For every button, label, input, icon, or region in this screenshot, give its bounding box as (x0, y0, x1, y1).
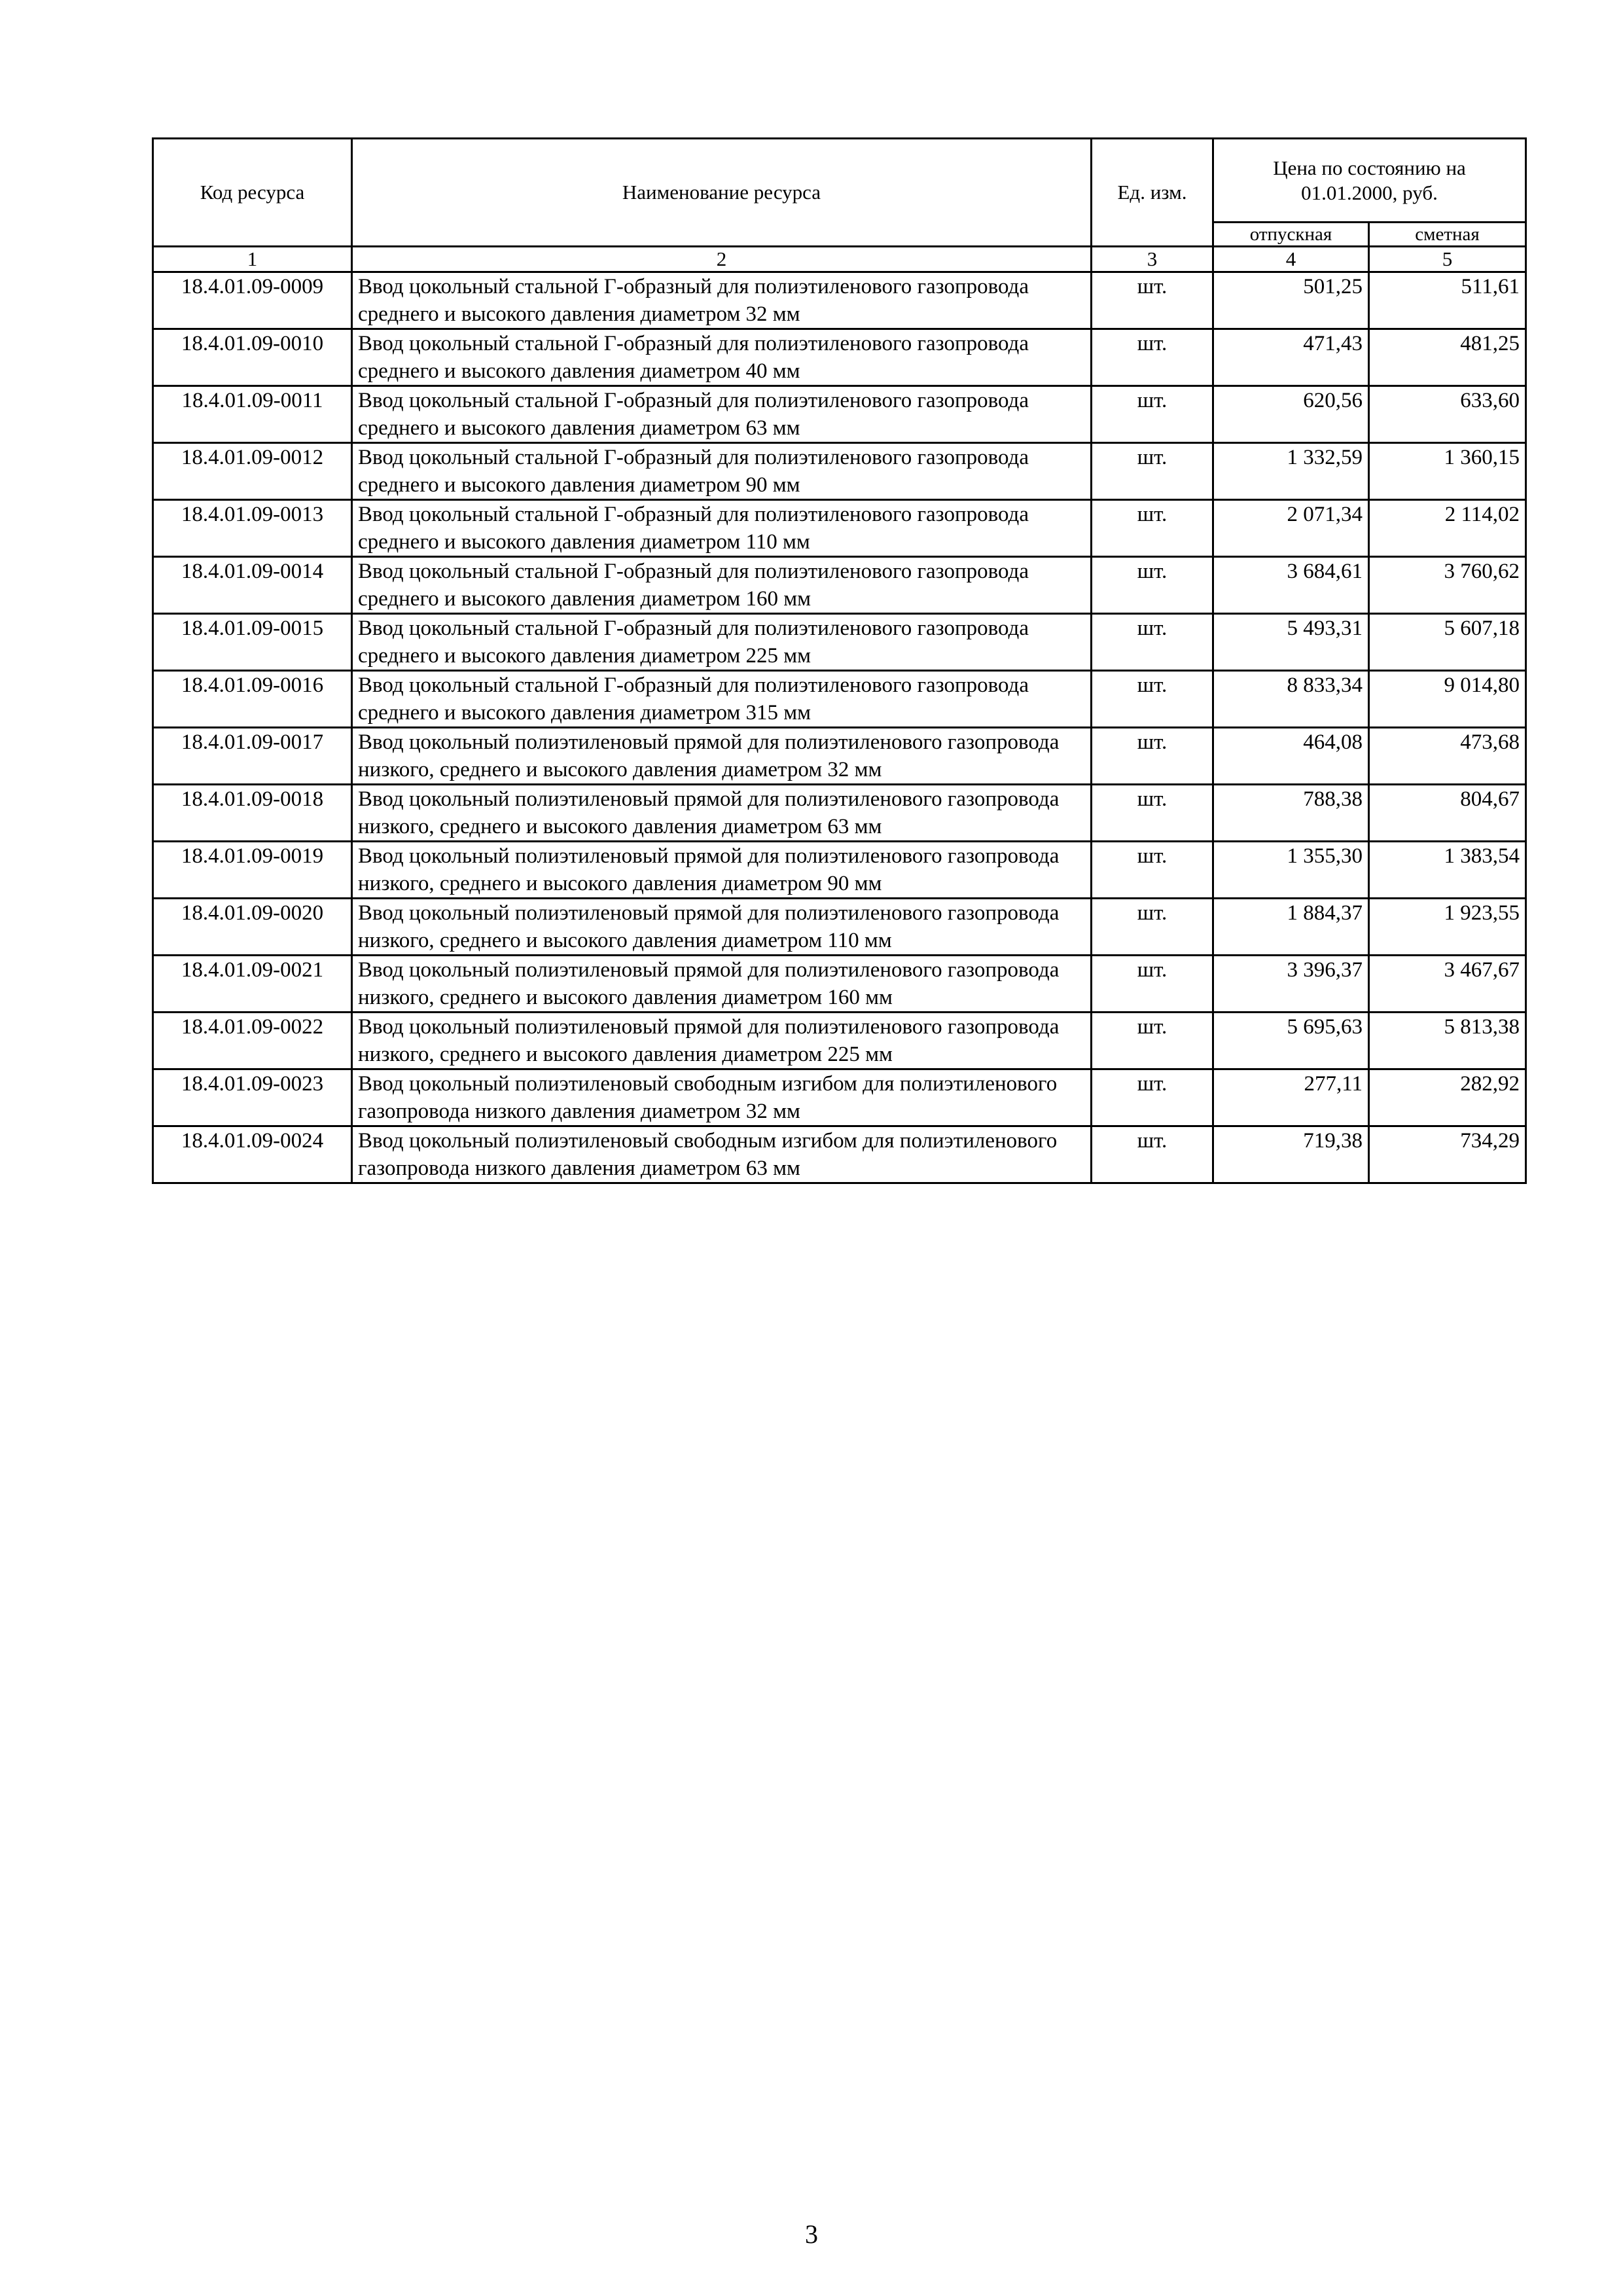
resource-name: Ввод цокольный полиэтиленовый свободным изгибом для полиэтиленового газопровода низкого давления диаметром 32 мм (352, 1069, 1092, 1126)
unit: шт. (1092, 272, 1213, 329)
header-name: Наименование ресурса (352, 139, 1092, 247)
table-row (153, 500, 1526, 557)
unit: шт. (1092, 728, 1213, 785)
estimate-price: 2 114,02 (1369, 500, 1526, 557)
release-price: 1 884,37 (1213, 899, 1369, 956)
release-price: 8 833,34 (1213, 671, 1369, 728)
resource-name: Ввод цокольный полиэтиленовый прямой для полиэтиленового газопровода низкого, среднего и высокого давления диаметром 110 мм (352, 899, 1092, 956)
release-price: 620,56 (1213, 386, 1369, 443)
unit: шт. (1092, 1013, 1213, 1069)
resource-name: Ввод цокольный стальной Г-образный для полиэтиленового газопровода среднего и высокого давления диаметром 40 мм (352, 329, 1092, 386)
unit: шт. (1092, 671, 1213, 728)
header-price-line1: Цена по состоянию на (1273, 156, 1466, 179)
release-price: 1 355,30 (1213, 842, 1369, 899)
estimate-price: 1 383,54 (1369, 842, 1526, 899)
estimate-price: 282,92 (1369, 1069, 1526, 1126)
table-row (153, 785, 1526, 842)
release-price: 5 695,63 (1213, 1013, 1369, 1069)
resource-name: Ввод цокольный полиэтиленовый прямой для полиэтиленового газопровода низкого, среднего и высокого давления диаметром 90 мм (352, 842, 1092, 899)
col-number-3: 3 (1092, 247, 1213, 272)
unit: шт. (1092, 842, 1213, 899)
release-price: 1 332,59 (1213, 443, 1369, 500)
table-row (153, 899, 1526, 956)
header-estimate: сметная (1369, 223, 1526, 247)
resource-code: 18.4.01.09-0018 (153, 785, 352, 842)
resource-name: Ввод цокольный полиэтиленовый прямой для полиэтиленового газопровода низкого, среднего и высокого давления диаметром 63 мм (352, 785, 1092, 842)
resource-code: 18.4.01.09-0020 (153, 899, 352, 956)
resource-name: Ввод цокольный стальной Г-образный для полиэтиленового газопровода среднего и высокого давления диаметром 225 мм (352, 614, 1092, 671)
table-row (153, 728, 1526, 785)
estimate-price: 5 813,38 (1369, 1013, 1526, 1069)
estimate-price: 1 360,15 (1369, 443, 1526, 500)
table-row (153, 329, 1526, 386)
unit: шт. (1092, 329, 1213, 386)
release-price: 471,43 (1213, 329, 1369, 386)
unit: шт. (1092, 785, 1213, 842)
estimate-price: 3 760,62 (1369, 557, 1526, 614)
unit: шт. (1092, 386, 1213, 443)
resource-code: 18.4.01.09-0013 (153, 500, 352, 557)
resource-code: 18.4.01.09-0019 (153, 842, 352, 899)
resource-name: Ввод цокольный стальной Г-образный для полиэтиленового газопровода среднего и высокого давления диаметром 32 мм (352, 272, 1092, 329)
release-price: 277,11 (1213, 1069, 1369, 1126)
header-price (1213, 139, 1526, 223)
unit: шт. (1092, 614, 1213, 671)
resource-code: 18.4.01.09-0021 (153, 956, 352, 1013)
col-number-2: 2 (352, 247, 1092, 272)
resource-name: Ввод цокольный полиэтиленовый прямой для полиэтиленового газопровода низкого, среднего и высокого давления диаметром 225 мм (352, 1013, 1092, 1069)
resource-code: 18.4.01.09-0023 (153, 1069, 352, 1126)
estimate-price: 804,67 (1369, 785, 1526, 842)
unit: шт. (1092, 557, 1213, 614)
header-numbers-row (153, 247, 1526, 272)
table-row (153, 386, 1526, 443)
page-number: 3 (805, 2219, 818, 2249)
table-row (153, 272, 1526, 329)
release-price: 3 396,37 (1213, 956, 1369, 1013)
release-price: 719,38 (1213, 1126, 1369, 1183)
header-price-line2: 01.01.2000, руб. (1301, 181, 1438, 204)
estimate-price: 633,60 (1369, 386, 1526, 443)
resource-code: 18.4.01.09-0015 (153, 614, 352, 671)
table-row (153, 1013, 1526, 1069)
resource-name: Ввод цокольный полиэтиленовый прямой для полиэтиленового газопровода низкого, среднего и высокого давления диаметром 160 мм (352, 956, 1092, 1013)
resource-code: 18.4.01.09-0010 (153, 329, 352, 386)
resource-name: Ввод цокольный стальной Г-образный для полиэтиленового газопровода среднего и высокого давления диаметром 110 мм (352, 500, 1092, 557)
resource-code: 18.4.01.09-0012 (153, 443, 352, 500)
release-price: 788,38 (1213, 785, 1369, 842)
resource-code: 18.4.01.09-0017 (153, 728, 352, 785)
resource-code: 18.4.01.09-0014 (153, 557, 352, 614)
resource-code: 18.4.01.09-0009 (153, 272, 352, 329)
col-number-1: 1 (153, 247, 352, 272)
release-price: 3 684,61 (1213, 557, 1369, 614)
table-row (153, 956, 1526, 1013)
unit: шт. (1092, 500, 1213, 557)
header-unit: Ед. изм. (1092, 139, 1213, 247)
unit: шт. (1092, 443, 1213, 500)
estimate-price: 511,61 (1369, 272, 1526, 329)
unit: шт. (1092, 1126, 1213, 1183)
resource-name: Ввод цокольный стальной Г-образный для полиэтиленового газопровода среднего и высокого давления диаметром 315 мм (352, 671, 1092, 728)
resource-name: Ввод цокольный стальной Г-образный для полиэтиленового газопровода среднего и высокого давления диаметром 90 мм (352, 443, 1092, 500)
unit: шт. (1092, 956, 1213, 1013)
col-number-5: 5 (1369, 247, 1526, 272)
estimate-price: 5 607,18 (1369, 614, 1526, 671)
release-price: 501,25 (1213, 272, 1369, 329)
resource-code: 18.4.01.09-0016 (153, 671, 352, 728)
header-row (153, 139, 1526, 223)
header-release: отпускная (1213, 223, 1369, 247)
resource-name: Ввод цокольный стальной Г-образный для полиэтиленового газопровода среднего и высокого давления диаметром 160 мм (352, 557, 1092, 614)
estimate-price: 473,68 (1369, 728, 1526, 785)
header-code: Код ресурса (153, 139, 352, 247)
estimate-price: 734,29 (1369, 1126, 1526, 1183)
release-price: 5 493,31 (1213, 614, 1369, 671)
resource-code: 18.4.01.09-0022 (153, 1013, 352, 1069)
estimate-price: 1 923,55 (1369, 899, 1526, 956)
estimate-price: 9 014,80 (1369, 671, 1526, 728)
resource-name: Ввод цокольный полиэтиленовый прямой для полиэтиленового газопровода низкого, среднего и высокого давления диаметром 32 мм (352, 728, 1092, 785)
table-row (153, 557, 1526, 614)
price-table (152, 137, 1527, 1184)
table-row (153, 614, 1526, 671)
table-row (153, 443, 1526, 500)
table-row (153, 1126, 1526, 1183)
table-row (153, 1069, 1526, 1126)
estimate-price: 481,25 (1369, 329, 1526, 386)
resource-name: Ввод цокольный стальной Г-образный для полиэтиленового газопровода среднего и высокого давления диаметром 63 мм (352, 386, 1092, 443)
resource-code: 18.4.01.09-0011 (153, 386, 352, 443)
col-number-4: 4 (1213, 247, 1369, 272)
unit: шт. (1092, 899, 1213, 956)
release-price: 464,08 (1213, 728, 1369, 785)
table-row (153, 671, 1526, 728)
estimate-price: 3 467,67 (1369, 956, 1526, 1013)
resource-code: 18.4.01.09-0024 (153, 1126, 352, 1183)
unit: шт. (1092, 1069, 1213, 1126)
table-row (153, 842, 1526, 899)
release-price: 2 071,34 (1213, 500, 1369, 557)
resource-name: Ввод цокольный полиэтиленовый свободным изгибом для полиэтиленового газопровода низкого давления диаметром 63 мм (352, 1126, 1092, 1183)
